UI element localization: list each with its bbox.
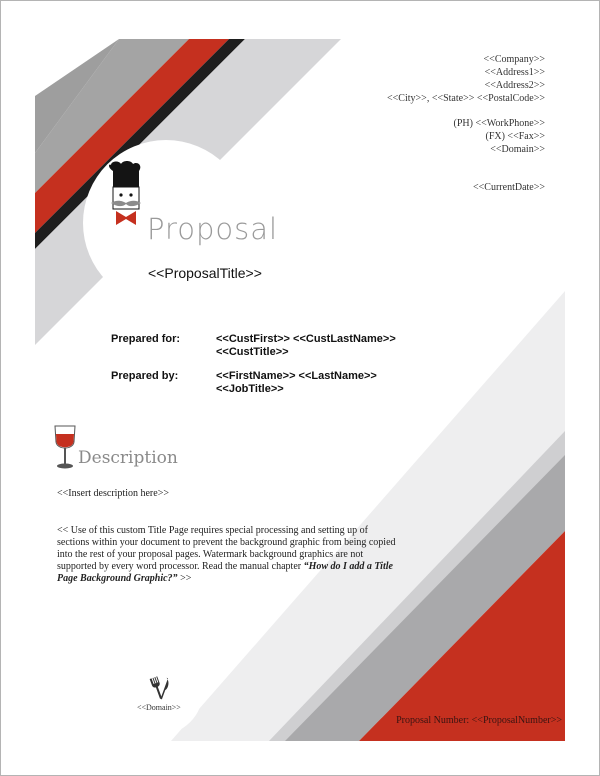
chef-icon: [103, 161, 147, 225]
proposal-number: Proposal Number: <<ProposalNumber>>: [396, 715, 562, 726]
author-name: <<FirstName>> <<LastName>>: [216, 370, 377, 382]
customer-name: <<CustFirst>> <<CustLastName>>: [216, 333, 396, 345]
address1-field: <<Address1>>: [484, 67, 545, 78]
fork-knife-icon: [149, 674, 171, 700]
prepared-by-value: [216, 370, 377, 396]
address2-field: <<Address2>>: [484, 80, 545, 91]
work-phone-field: (PH) <<WorkPhone>>: [453, 118, 545, 129]
logo-wordmark: Proposal: [147, 212, 279, 246]
author-title: <<JobTitle>>: [216, 383, 284, 395]
body-text: << Use of this custom Title Page requires special processing and setting up of sections within your document to prevent the background graphic from being copied into the rest of your proposal pages. Watermark background graphics are not supported by every word processor. Read the manual chapter: [57, 525, 396, 572]
body-end: >>: [177, 573, 192, 584]
prepared-for-label: Prepared for:: [111, 333, 181, 345]
footer-domain: <<Domain>>: [137, 703, 181, 712]
prepared-by-label: Prepared by:: [111, 370, 179, 382]
description-heading: Description: [78, 448, 178, 468]
fax-field: (FX) <<Fax>>: [485, 131, 545, 142]
body-emphasis: “How do I add a Title Page Background Graphic?”: [57, 561, 393, 584]
prepared-for-value: [216, 333, 396, 359]
current-date-field: <<CurrentDate>>: [473, 182, 545, 193]
customer-title: <<CustTitle>>: [216, 346, 289, 358]
wine-glass-icon: [53, 424, 77, 472]
contact-block: [387, 53, 545, 194]
company-field: <<Company>>: [483, 54, 545, 65]
description-body: [57, 525, 402, 585]
city-state-postal-field: <<City>>, <<State>> <<PostalCode>>: [387, 93, 545, 104]
domain-field: <<Domain>>: [490, 144, 545, 155]
description-placeholder: <<Insert description here>>: [57, 488, 169, 499]
proposal-title: <<ProposalTitle>>: [148, 265, 262, 281]
